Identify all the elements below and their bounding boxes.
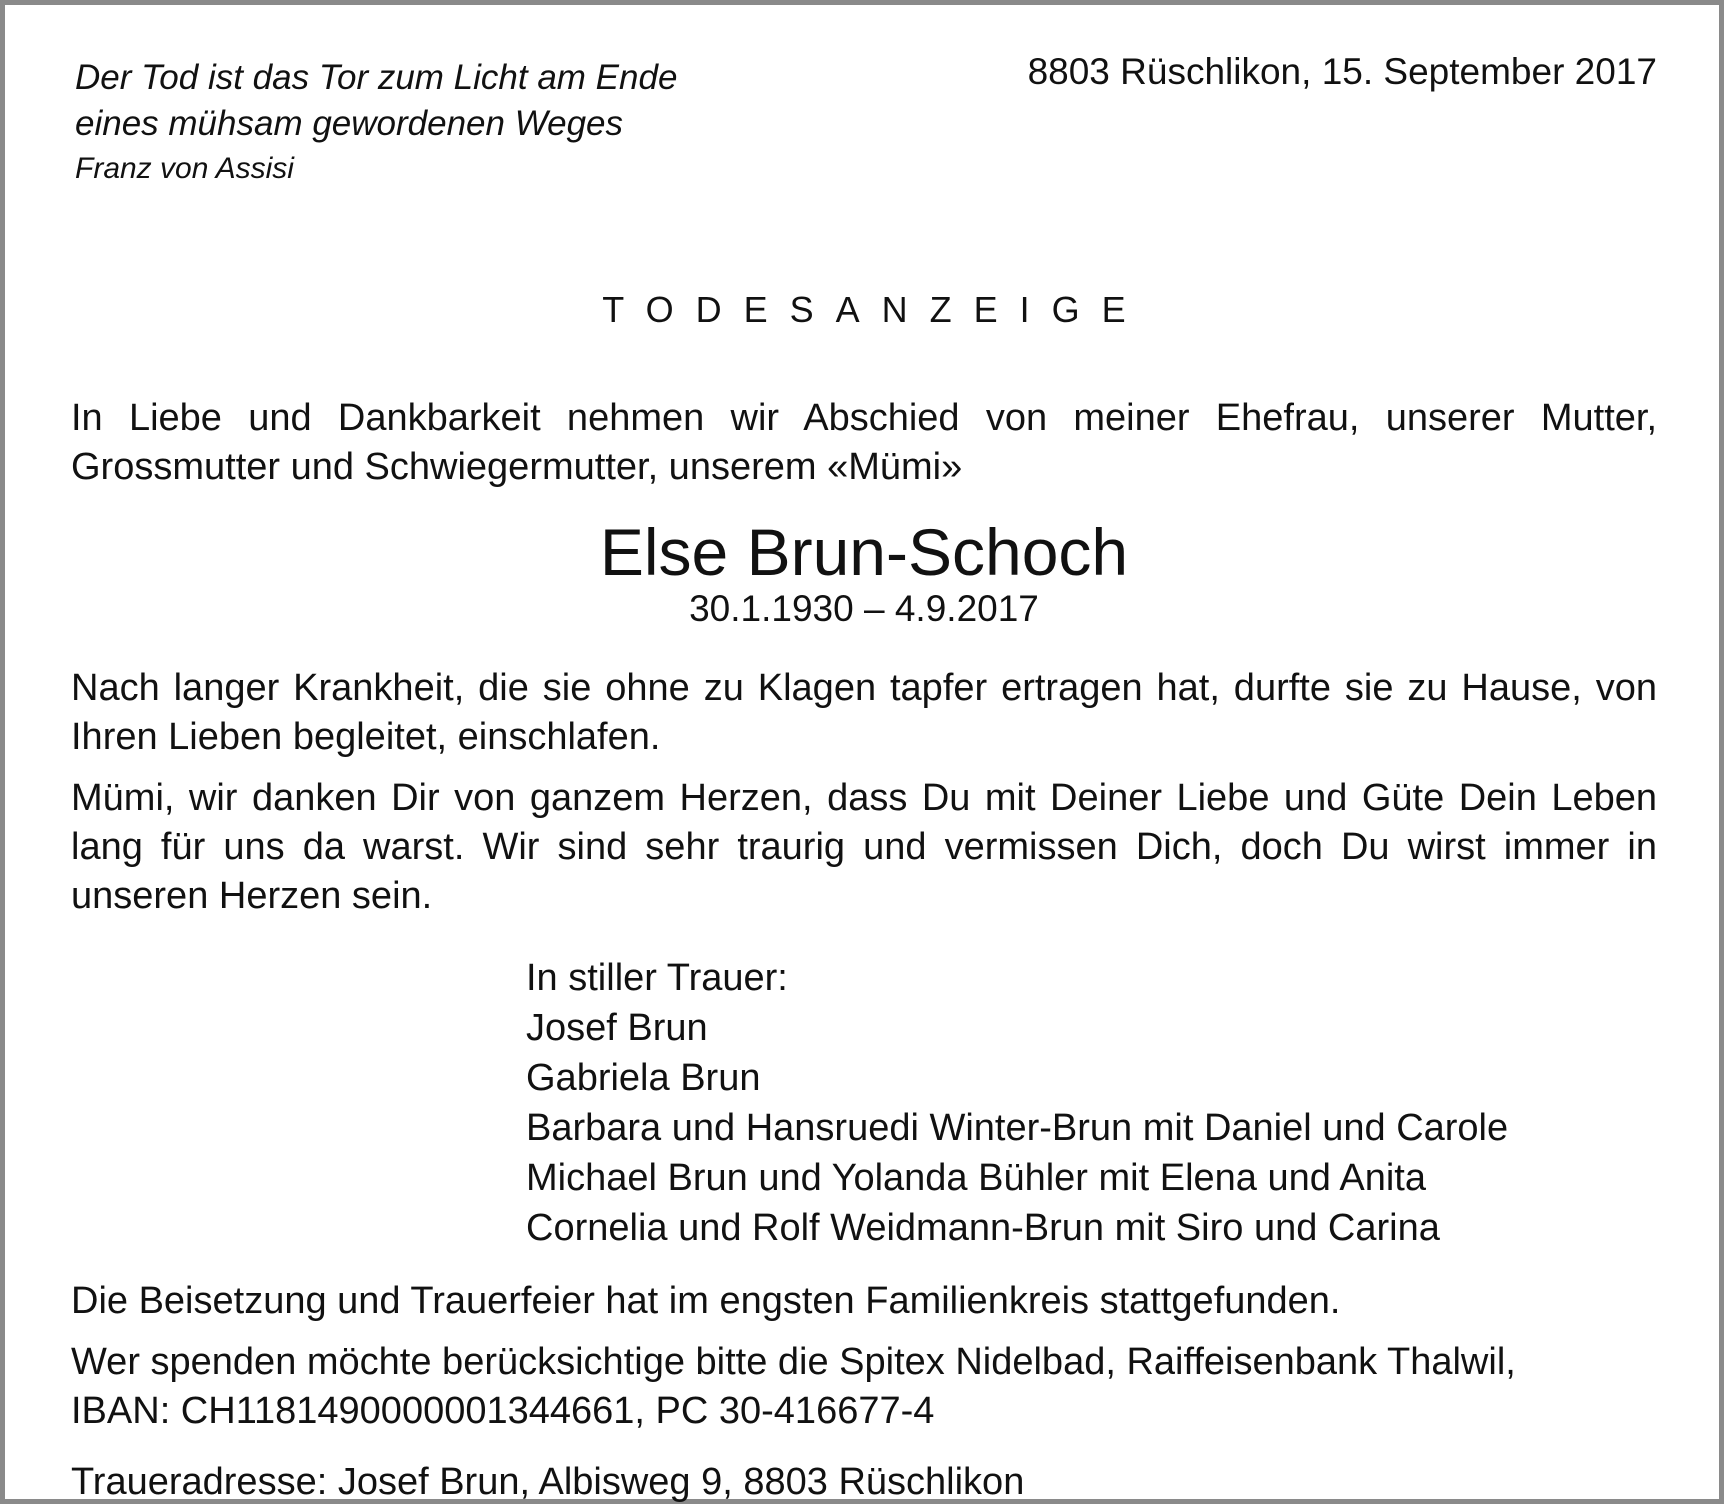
mourner-name: Gabriela Brun [526,1057,761,1099]
quote-line-2: eines mühsam gewordenen Weges [75,104,624,143]
epigraph-quote [75,55,677,191]
mourners-list [526,953,1657,1253]
quote-line-1: Der Tod ist das Tor zum Licht am Ende [75,58,678,97]
notice-content [71,49,1657,1507]
mourner-name: Michael Brun und Yolanda Bühler mit Elena und Anita [526,1157,1426,1199]
paragraph-thanks: Mümi, wir danken Dir von ganzem Herzen, dass Du mit Deiner Liebe und Güte Dein Leben lang für uns da warst. Wir sind sehr traurig und vermissen Dich, doch Du wirst immer in unseren Herzen sein. [71,777,1657,917]
mourner-name: Barbara und Hansruedi Winter-Brun mit Daniel und Carole [526,1107,1509,1149]
mourner-name: Cornelia und Rolf Weidmann-Brun mit Siro und Carina [526,1207,1440,1249]
mourners-label: In stiller Trauer: [526,957,788,999]
burial-note: Die Beisetzung und Trauerfeier hat im engsten Familienkreis stattgefunden. [71,1280,1341,1322]
quote-author: Franz von Assisi [75,152,294,185]
paragraph-illness: Nach langer Krankheit, die sie ohne zu Klagen tapfer ertragen hat, durfte sie zu Hause, von Ihren Lieben begleitet, einschlafen. [71,667,1657,758]
donation-line-1: Wer spenden möchte berücksichtige bitte die Spitex Nidelbad, Raiffeisenbank Thalwil, [71,1341,1516,1383]
intro-paragraph: In Liebe und Dankbarkeit nehmen wir Abschied von meiner Ehefrau, unserer Mutter, Grossmutter und Schwiegermutter, unserem «Mümi» [71,397,1657,488]
deceased-dates: 30.1.1930 – 4.9.2017 [689,588,1039,629]
notice-header [71,49,1657,199]
deceased-name: Else Brun-Schoch [599,515,1129,589]
mourner-name: Josef Brun [526,1007,708,1049]
mourning-address: Traueradresse: Josef Brun, Albisweg 9, 8803 Rüschlikon [71,1461,1025,1503]
donation-note [71,1338,1657,1436]
notice-heading: TODESANZEIGE [602,289,1148,330]
place-date: 8803 Rüschlikon, 15. September 2017 [1027,51,1657,92]
donation-line-2: IBAN: CH1181490000001344661, PC 30-416677-4 [71,1390,935,1432]
